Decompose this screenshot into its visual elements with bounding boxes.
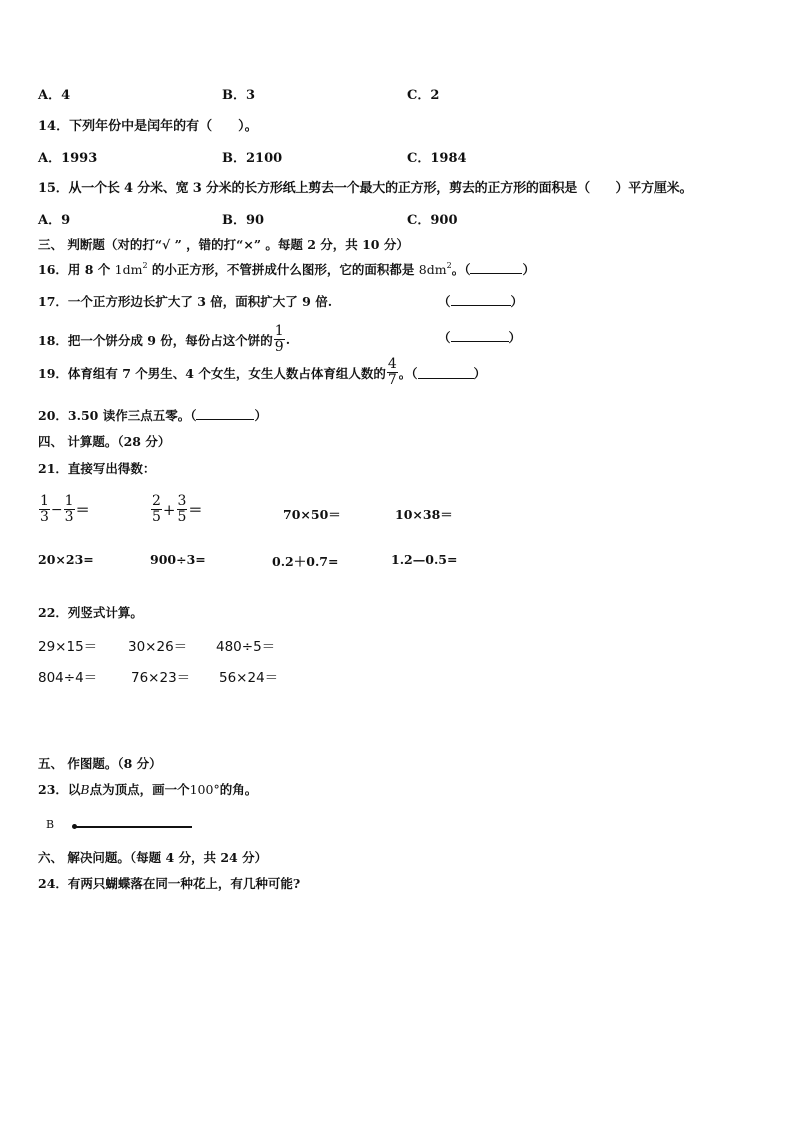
q22-item-1: 29×15＝	[38, 639, 98, 655]
q16-close: ）	[522, 262, 535, 277]
q21-2-frac-a	[151, 494, 162, 525]
q21-1-b-den: 3	[64, 509, 74, 525]
q21-1-eq: ＝	[75, 502, 90, 519]
q21-1-a-num: 1	[40, 493, 49, 509]
q14-option-c: C．1984	[407, 151, 467, 166]
q19	[38, 357, 486, 388]
q17-answer	[438, 292, 523, 310]
q13-option-c: C．2	[407, 88, 440, 103]
q18-frac-num: 1	[274, 323, 284, 339]
q16-unit1: 1dm	[114, 262, 143, 277]
q18-open: （	[438, 330, 451, 345]
q21-2-b-num: 3	[177, 493, 187, 509]
q16	[38, 260, 535, 278]
q14-stem: 14．下列年份中是闰年的有（ ）。	[38, 119, 258, 134]
q21-item-6: 900÷3=	[150, 552, 206, 567]
q21-item-1	[38, 494, 90, 525]
q16-sup2: 2	[446, 261, 452, 270]
q20-close: ）	[254, 408, 267, 423]
q22-item-6: 56×24＝	[219, 670, 279, 686]
q17-text: 17．一个正方形边长扩大了 3 倍，面积扩大了 9 倍.	[38, 294, 333, 309]
q14-option-a: A．1993	[38, 151, 98, 166]
q21-1-frac-b	[64, 494, 75, 525]
q23-mid: 点为顶点，画一个	[89, 782, 190, 797]
q21-1-b-num: 1	[64, 493, 74, 509]
q20-answer-blank[interactable]	[196, 407, 254, 420]
q21-2-frac-b	[177, 494, 188, 525]
q15-stem: 15．从一个长 4 分米、宽 3 分米的长方形纸上剪去一个最大的正方形，剪去的正方形的面积是（ ）平方厘米。	[38, 181, 693, 196]
q16-mid: 的小正方形，不管拼成什么图形，它的面积都是	[151, 262, 415, 277]
q23-point: B	[80, 782, 90, 797]
q18-dot: .	[285, 332, 291, 347]
q18-fraction	[274, 324, 285, 355]
q22-item-2: 30×26＝	[128, 639, 188, 655]
q21-2-eq: ＝	[188, 502, 203, 519]
q19-close: ）	[473, 365, 487, 381]
q21-2-op: +	[162, 500, 176, 519]
q19-post: 。（	[398, 365, 418, 381]
q22-item-5: 76×23＝	[131, 670, 191, 686]
section-6-title: 六、 解决问题。（每题 4 分，共 24 分）	[38, 850, 268, 865]
q18-answer	[438, 328, 521, 346]
q19-frac-den: 7	[387, 372, 397, 388]
q17-answer-blank[interactable]	[451, 293, 511, 306]
q20	[38, 406, 267, 424]
q16-sup1: 2	[142, 261, 148, 270]
q20-text: 20．3.50 读作三点五零。（	[38, 408, 197, 423]
q21-2-a-num: 2	[152, 493, 161, 509]
q23-angle: 100°	[189, 782, 220, 797]
q21-item-3: 70×50＝	[283, 507, 341, 522]
q21-2-a-den: 5	[152, 509, 161, 525]
q15-option-a: A．9	[38, 213, 71, 228]
q21-item-5: 20×23=	[38, 552, 94, 567]
q18-text: 18．把一个饼分成 9 份，每份占这个饼的	[38, 332, 273, 348]
q18-close: ）	[508, 330, 522, 345]
q13-option-b: B．3	[222, 88, 256, 103]
q14-option-b: B．2100	[222, 151, 283, 166]
q18-frac-den: 9	[274, 339, 284, 355]
q15-option-c: C．900	[407, 213, 458, 228]
q21-stem: 21．直接写出得数：	[38, 461, 156, 476]
q21-1-frac-a	[39, 494, 50, 525]
q19-answer-blank[interactable]	[418, 366, 474, 379]
q23-figure-label-b: B	[46, 818, 55, 831]
q21-item-4: 10×38＝	[395, 507, 453, 522]
q21-2-b-den: 5	[177, 509, 187, 525]
q18	[38, 324, 290, 355]
q22-item-4: 804÷4＝	[38, 670, 98, 686]
q21-1-a-den: 3	[40, 509, 49, 525]
q23	[38, 780, 257, 798]
section-3-title: 三、 判断题（对的打“√ ” ，错的打“×” 。每题 2 分，共 10 分）	[38, 237, 409, 252]
section-4-title: 四、 计算题。（28 分）	[38, 434, 171, 449]
q23-pre: 23．以	[38, 782, 81, 797]
q19-frac-num: 4	[387, 356, 397, 372]
q16-answer-blank[interactable]	[470, 261, 522, 274]
q16-post: 。（	[451, 262, 471, 277]
q19-text: 19．体育组有 7 个男生、4 个女生，女生人数占体育组人数的	[38, 365, 386, 381]
q21-item-7: 0.2＋0.7=	[272, 554, 339, 569]
q22-item-3: 480÷5＝	[216, 639, 276, 655]
q24-text: 24．有两只蝴蝶落在同一种花上，有几种可能?	[38, 876, 301, 891]
q21-item-8: 1.2—0.5=	[391, 552, 458, 567]
q18-answer-blank[interactable]	[451, 329, 509, 342]
q15-option-b: B．90	[222, 213, 265, 228]
q16-pre: 16．用 8 个	[38, 262, 111, 277]
q16-unit2: 8dm	[418, 262, 447, 277]
q17-open: （	[438, 294, 451, 309]
q23-ray	[74, 826, 192, 828]
q17-close: ）	[510, 294, 524, 309]
q21-1-op: −	[50, 501, 63, 518]
section-5-title: 五、 作图题。（8 分）	[38, 756, 162, 771]
q22-stem: 22．列竖式计算。	[38, 605, 143, 620]
q23-post: 的角。	[219, 782, 258, 797]
q21-item-2	[150, 494, 202, 525]
q13-option-a: A．4	[38, 88, 71, 103]
q19-fraction	[387, 357, 398, 388]
